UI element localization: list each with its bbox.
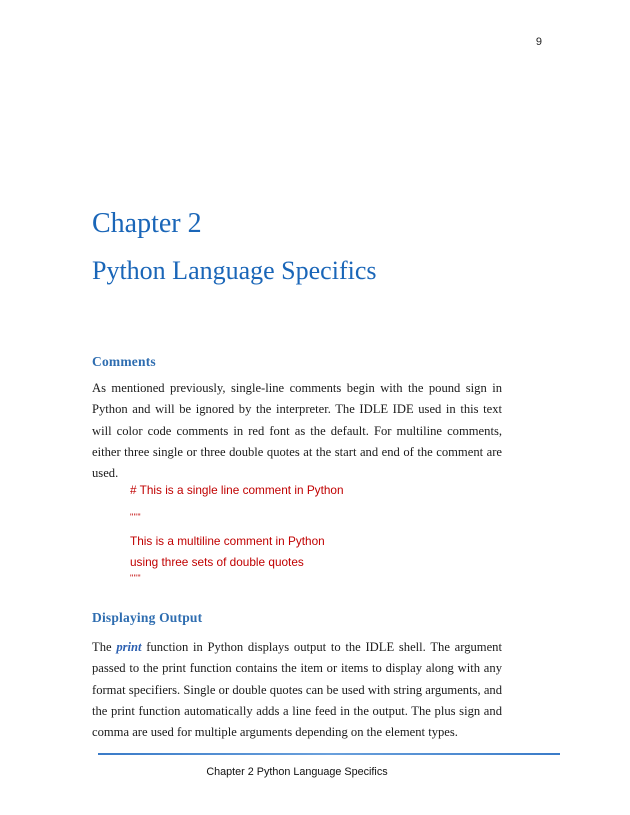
comments-paragraph: As mentioned previously, single-line comments begin with the pound sign in Python and will be ignored by the interpreter. The IDLE IDE used in this text will color code comments in red font as the default. For multiline comments, either three single or three double quotes at the start and end of the comment are used. [92,381,502,481]
footer-text: Chapter 2 Python Language Specifics [206,766,388,778]
code-line-multiline-2: using three sets of double quotes [130,555,304,569]
footer-rule [98,753,560,755]
print-keyword: print [116,640,142,654]
code-line-open-quotes: """ [130,512,142,522]
code-line-single-comment: # This is a single line comment in Python [130,483,344,497]
code-line-close-quotes: """ [130,573,142,583]
chapter-number: Chapter 2 [92,208,202,239]
section-heading-comments: Comments [92,354,156,369]
chapter-title: Python Language Specifics [92,256,377,285]
page-number: 9 [535,36,542,48]
displaying-output-paragraph [92,637,502,743]
paragraph-start: The [92,640,112,654]
paragraph-rest: function in Python displays output to the IDLE shell. The argument passed to the print function contains the item or items to display along with any format specifiers. Single or double quotes can be used with string arguments, and the print function automatically adds a line feed in the output. The plus sign and comma are used for multiple arguments depending on the element types. [92,640,502,740]
section-heading-displaying-output: Displaying Output [92,610,203,625]
code-line-multiline-1: This is a multiline comment in Python [130,534,325,548]
